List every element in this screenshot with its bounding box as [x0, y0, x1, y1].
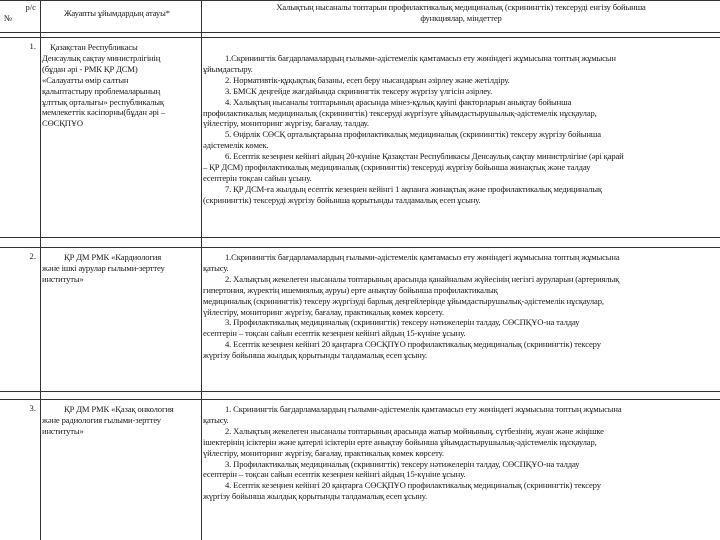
row-2-functions: 1.Скринингтік бағдарламалардың ғылыми-әдістемелік қамтамасыз ету жөніндегі жұмысына топтың жұмысына қатысу. 2. Халықтың жекелеген нысаналы топтарының арасында қанайналым жүйесінің негізгі ауруларын (артериялық гипертония, жүректің ишемиялық ауруы) ерте анықтау бойынша профилактикалық медициналық (скринингтік) тексеру жүргізуді барлық деңгейлерінде ұйымдастырушылық-әдістемелік нұсқаулар, үйлестіру, мониторинг жүргізу, бағалау, практикалық көмек көрсету. 3. Профилактикалық медициналық (скринингтік) тексеру нәтижелерін талдау, СӨСПҚҰО-на талдау есептерін – тоқсан сайын есептік кезеңнен кейінгі айдың 15-күніне ұсыну. 4. Есептік кезеңнен кейінгі 20 қаңтарға СӨСҚПҰО профилактикалық медициналық (скринингтік) тексеру жүргізу бойынша жылдық қорытынды талдамалық есеп ұсыну.: [203, 252, 620, 361]
header-functions: Халықтың нысаналы топтарын профилактикалық медициналық (скринингтік) тексеруді енгізу бойынша функциялар, міндеттер: [276, 2, 646, 23]
row-2-num: 2.: [29, 251, 36, 261]
column-divider: [201, 0, 202, 540]
row-1-num: 1.: [29, 41, 36, 51]
table-border-top: [0, 0, 720, 1]
row-1-functions: 1.Скринингтік бағдарламалардың ғылыми-әдістемелік қамтамасыз ету жөніндегі жұмысына топтың жұмысын ұйымдастыру. 2. Нормативтік-құқықтық базаны, есеп беру нысандарын әзірлеу және жетілдіру. 3. БМСК деңгейде жағдайында скринингтік тексеру жүргізу үлгісін әзірлеу. 4. Халықтың нысаналы топтарының арасында мінез-құлық қауіпі факторларын анықтау бойынша профилактикалық медициналық (скринингтік) тексеруді жүргізуге ұйымдастырушылық-әдістемелік нұсқаулар, үйлестіру, мониторинг жүргізу, бағалау, талдау. 5. Өңірлік СӨСҚ орталықтарына профилактикалық медициналық (скринингтік) тексеру жүргізу бойынша әдістемелік көмек. 6. Есептік кезеңнен кейінгі айдың 20-күніне Қазақстан Республикасы Денсаулық сақтау министрлігіне (әрі қарай – ҚР ДСМ) профилактикалық медициналық (скринингтік) тексеруді жүргізу бойынша жинақтық және талдау есептерін тоқсан сайын ұсыну. 7. ҚР ДСМ-ға жылдың есептік кезеңнен кейінгі 1 ақпанға жинақтық және профилактикалық медициналық (скринингтік) тексеруді жүргізу бойынша қорытынды талдамалық есеп ұсыну.: [203, 53, 624, 205]
row-divider: [0, 391, 720, 392]
row-divider: [0, 237, 720, 238]
header-num-label: р/с: [25, 2, 36, 12]
column-divider: [40, 0, 41, 540]
row-3-num: 3.: [29, 403, 36, 413]
header-num-symbol: №: [4, 12, 13, 23]
row-divider: [0, 247, 720, 248]
row-divider: [0, 399, 720, 400]
row-3-org: ҚР ДМ РМК «Қазақ онкология және радиология ғылыми-зерттеу институты»: [42, 404, 174, 436]
row-2-org: ҚР ДМ РМК «Кардиология және ішкі аурулар ғылыми-зерттеу институты»: [42, 252, 165, 284]
header-divider-2: [0, 37, 720, 38]
row-1-org: Қазақстан Республикасы Денсаулық сақтау министрлігінің (бұдан әрі - РМК ҚР ДСМ) «Салауатты өмір салтын қалыптастыру проблемаларының ұлттық орталығы» республикалық мемлекеттік кәсіпорны(бұдан әрі – СӨСҚПҰО: [42, 42, 166, 129]
row-3-functions: 1. Скринингтік бағдарламалардың ғылыми-әдістемелік қамтамасыз ету жөніндегі жұмысына топтың жұмысына қатысу. 2. Халықтың жекелеген нысаналы топтарының арасында жатыр мойнының, сүтбезінің, жуан және жіңішке ішектерінің ісіктерін және қатерлі ісіктерін ерте анықтау бойынша ұйымдастырушылық-әдістемелік нұсқаулар, үйлестіру, мониторинг жүргізу, бағалау, практикалық көмек көрсету. 3. Профилактикалық медициналық (скринингтік) тексеру нәтижелерін талдау, СӨСПҚҰО-на талдау есептерін – тоқсан сайын есептік кезеңнен кейінгі айдың 15-күніне ұсыну. 4. Есептік кезеңнен кейінгі 20 қаңтарға СӨСҚПҰО профилактикалық медициналық (скринингтік) тексеру жүргізу бойынша жылдық қорытынды талдамалық есеп ұсыну.: [203, 404, 622, 502]
header-responsible: Жауапты ұйымдардың атауы*: [64, 8, 170, 18]
header-divider: [0, 32, 720, 33]
header-num: [4, 2, 36, 24]
